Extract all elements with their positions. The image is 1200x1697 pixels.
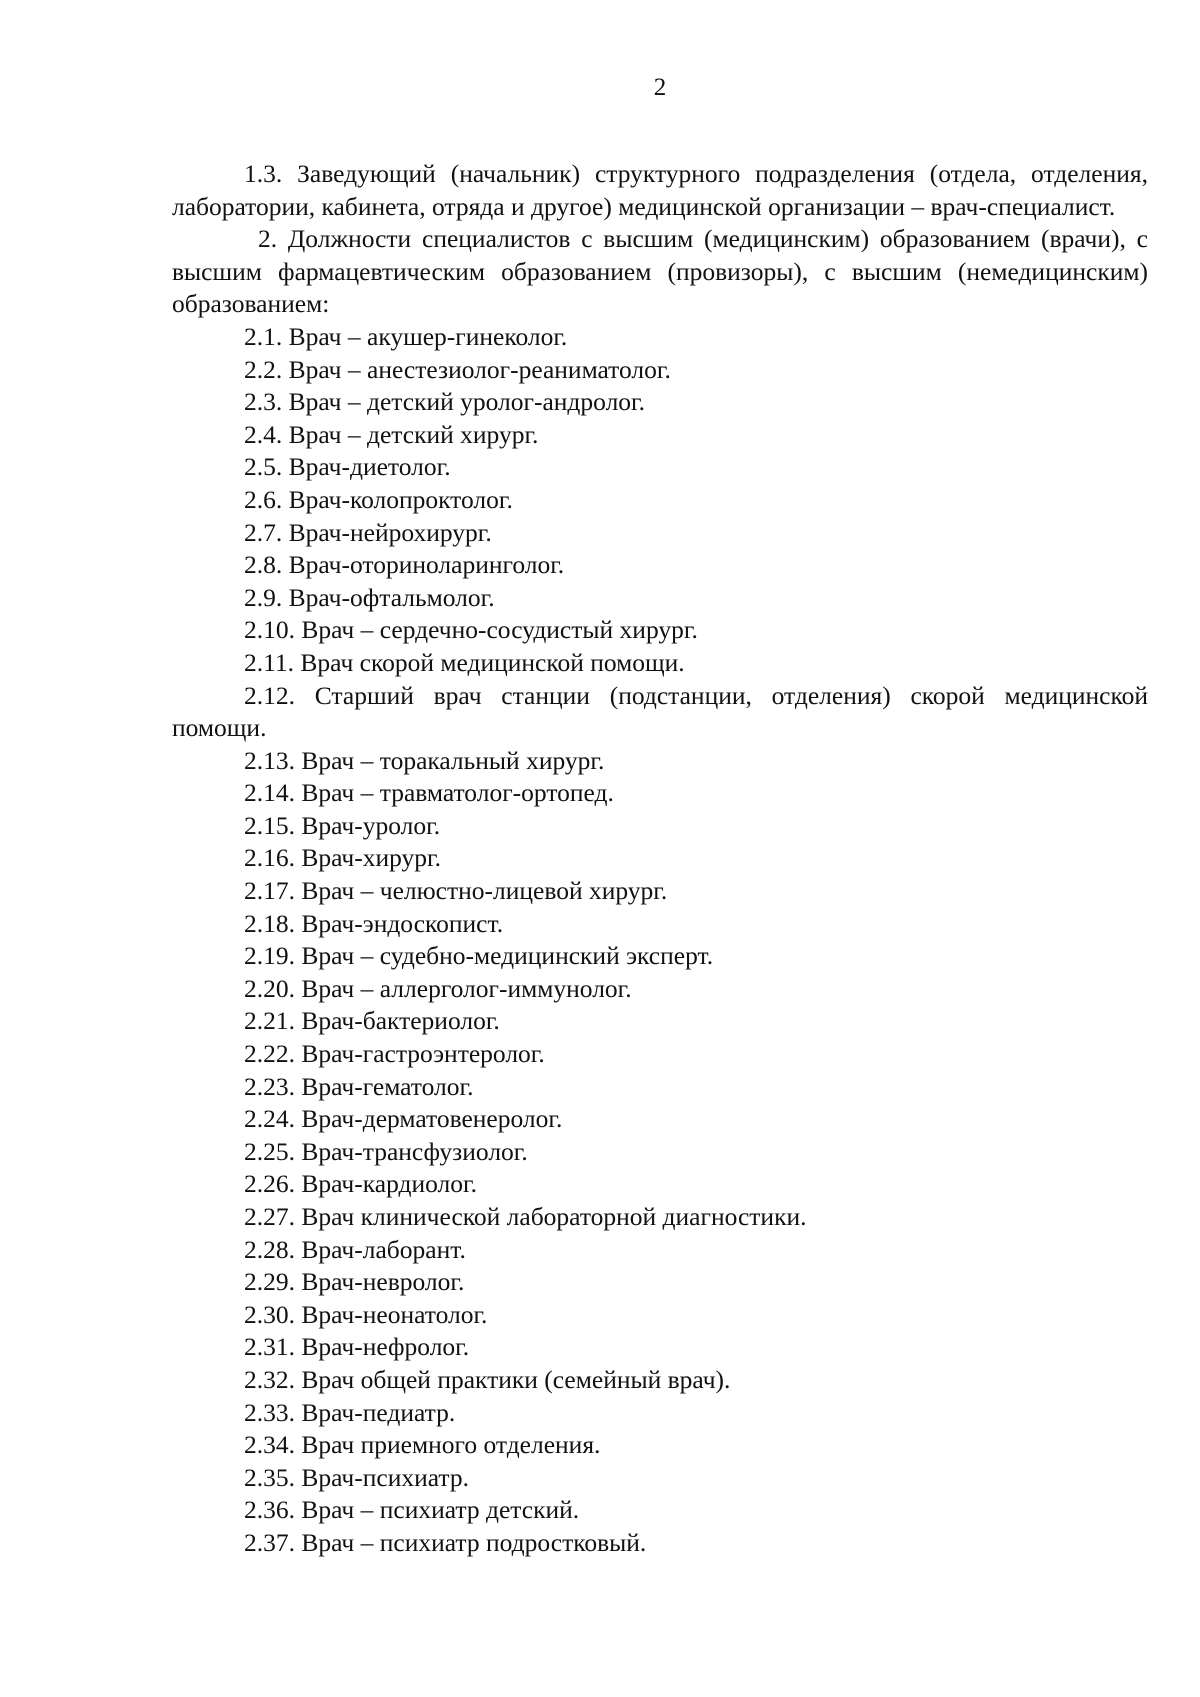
list-item: 2.4. Врач – детский хирург. [244,419,539,449]
list-item: 2.13. Врач – торакальный хирург. [244,745,605,775]
list-item: 2.31. Врач-нефролог. [244,1332,470,1362]
list-item: 2.7. Врач-нейрохирург. [244,517,492,547]
list-item: 2.14. Врач – травматолог-ортопед. [244,778,614,808]
list-item: 2.17. Врач – челюстно-лицевой хирург. [244,876,668,906]
list-item: 2.26. Врач-кардиолог. [244,1169,477,1199]
list-item: 2.16. Врач-хирург. [244,843,442,873]
page-number: 2 [653,74,667,101]
list-item: 2.23. Врач-гематолог. [244,1071,474,1101]
list-item: 2.8. Врач-оториноларинголог. [244,550,565,580]
list-item: 2.22. Врач-гастроэнтеролог. [244,1039,545,1069]
paragraph-2: 2. Должности специалистов с высшим (медицинским) образованием (врачи), с высшим фармацевтическим образованием (провизоры), с высшим (немедицинским) образованием: [172,224,1148,319]
list-item: 2.33. Врач-педиатр. [244,1397,456,1427]
list-item: 2.25. Врач-трансфузиолог. [244,1136,528,1166]
list-item: 2.37. Врач – психиатр подростковый. [244,1527,647,1557]
list-item: 2.18. Врач-эндоскопист. [244,908,504,938]
list-item: 2.3. Врач – детский уролог-андролог. [244,387,646,417]
list-item: 2.36. Врач – психиатр детский. [244,1495,580,1525]
list-item: 2.35. Врач-психиатр. [244,1462,469,1492]
list-item: 2.9. Врач-офтальмолог. [244,582,495,612]
list-item: 2.28. Врач-лаборант. [244,1234,466,1264]
paragraph-1-3: 1.3. Заведующий (начальник) структурного подразделения (отдела, отделения, лаборатории, кабинета, отряда и другое) медицинской организации – врач-специалист. [172,159,1148,221]
list-item: 2.24. Врач-дерматовенеролог. [244,1104,563,1134]
list-item: 2.10. Врач – сердечно-сосудистый хирург. [244,615,698,645]
list-item: 2.34. Врач приемного отделения. [244,1430,601,1460]
list-item: 2.27. Врач клинической лабораторной диагностики. [244,1202,807,1231]
list-item: 2.19. Врач – судебно-медицинский эксперт. [244,941,714,971]
list-item: 2.15. Врач-уролог. [244,810,441,840]
positions-list [172,321,1148,1560]
list-item: 2.30. Врач-неонатолог. [244,1299,488,1329]
list-item: 2.21. Врач-бактериолог. [244,1006,500,1036]
list-item: 2.1. Врач – акушер-гинеколог. [244,321,568,351]
list-item: 2.20. Врач – аллерголог-иммунолог. [244,973,632,1003]
list-item: 2.5. Врач-диетолог. [244,452,451,482]
list-item: 2.11. Врач скорой медицинской помощи. [244,647,685,677]
list-item: 2.6. Врач-колопроктолог. [244,484,513,514]
list-item: 2.29. Врач-невролог. [244,1267,465,1297]
list-item: 2.2. Врач – анестезиолог-реаниматолог. [244,354,671,384]
list-item: 2.12. Старший врач станции (подстанции, отделения) скорой медицинской помощи. [172,680,1148,743]
list-item: 2.32. Врач общей практики (семейный врач). [244,1364,731,1394]
document-body [172,158,1148,1560]
